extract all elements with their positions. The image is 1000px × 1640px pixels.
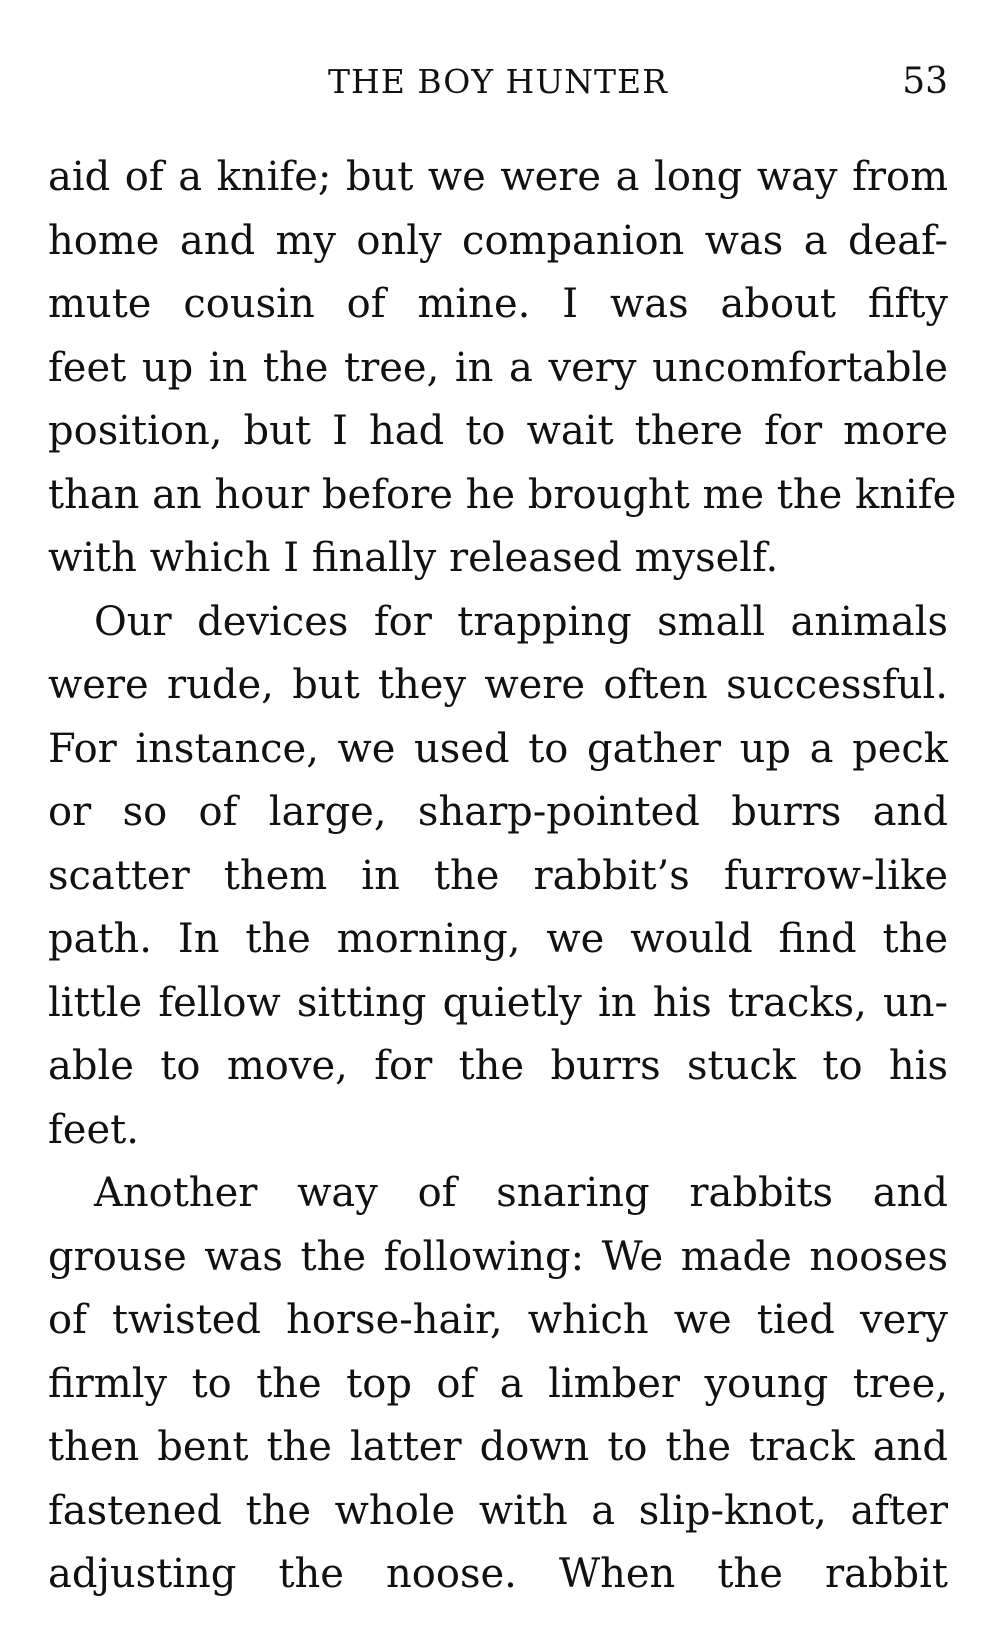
body-text (48, 146, 957, 1607)
text-line: mute cousin of mine. I was about fifty (48, 281, 948, 327)
text-line: For instance, we used to gather up a peck (48, 725, 948, 772)
text-line: Our devices for trapping small animals (94, 598, 948, 645)
text-line: little fellow sitting quietly in his tracks, un- (48, 979, 948, 1026)
text-line: firmly to the top of a limber young tree, (48, 1360, 948, 1407)
text-line: position, but I had to wait there for more (48, 408, 948, 454)
text-line: feet up in the tree, in a very uncomfortable (48, 344, 948, 391)
text-line: grouse was the following: We made nooses (48, 1233, 948, 1280)
paragraph-2 (48, 591, 948, 1163)
text-line: were rude, but they were often successful. (48, 662, 948, 708)
running-title: THE BOY HUNTER (328, 62, 668, 101)
text-line: aid of a knife; but we were a long way from (48, 154, 948, 200)
text-line: or so of large, sharp-pointed burrs and (48, 789, 948, 835)
paragraph-1 (48, 146, 957, 591)
text-line: with which I finally released myself. (48, 535, 779, 581)
text-line: than an hour before he brought me the knife (48, 471, 957, 518)
text-line: of twisted horse-hair, which we tied very (48, 1297, 948, 1343)
running-head (48, 58, 948, 106)
text-line: able to move, for the burrs stuck to his (48, 1043, 948, 1089)
text-line: adjusting the noose. When the rabbit (48, 1551, 948, 1597)
paragraph-3 (48, 1162, 948, 1607)
text-line: then bent the latter down to the track and (48, 1424, 948, 1470)
text-line: fastened the whole with a slip-knot, after (48, 1487, 948, 1534)
page-number: 53 (902, 61, 948, 102)
text-line: feet. (48, 1106, 139, 1153)
text-line: scatter them in the rabbit’s furrow-like (48, 852, 948, 899)
text-line: Another way of snaring rabbits and (94, 1170, 948, 1216)
text-line: path. In the morning, we would find the (48, 916, 948, 962)
text-line: home and my only companion was a deaf- (48, 217, 948, 264)
